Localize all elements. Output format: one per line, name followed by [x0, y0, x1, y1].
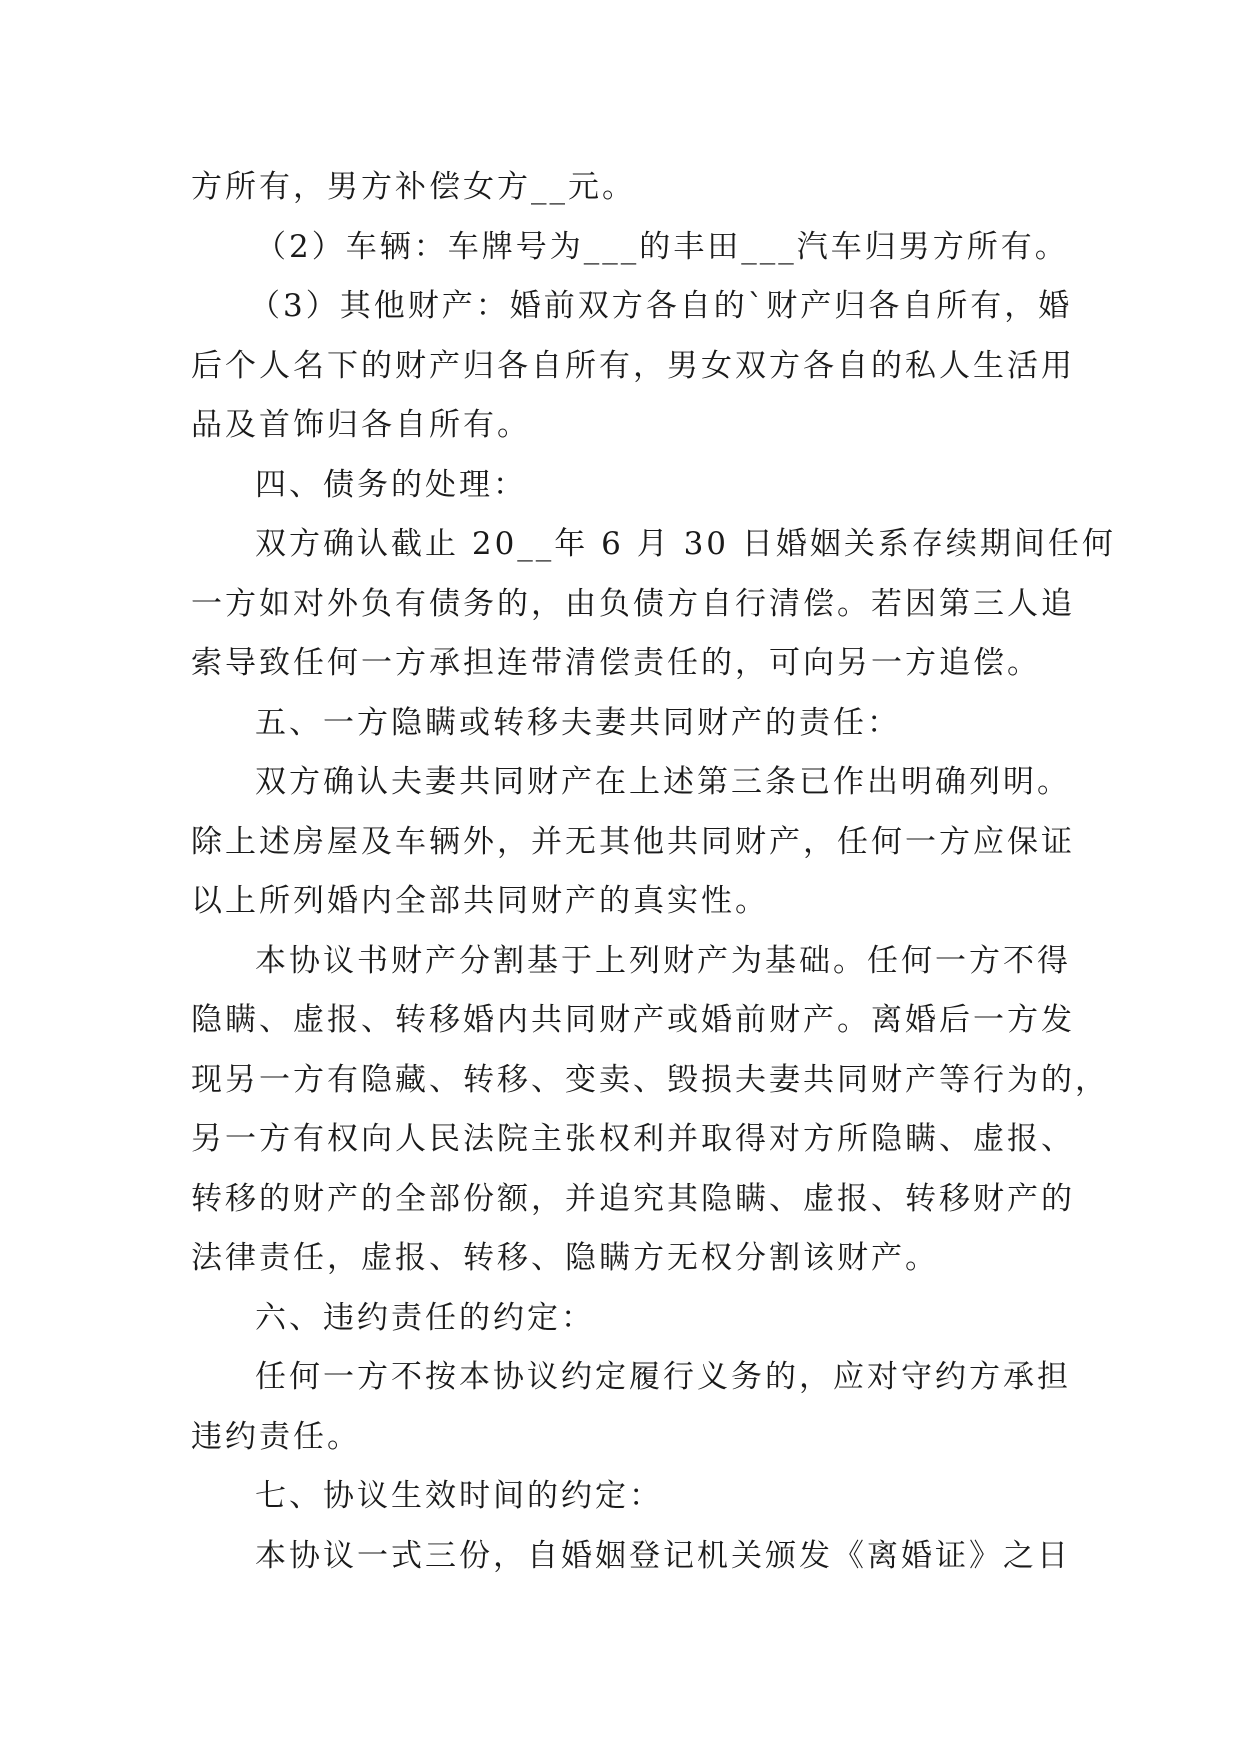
body-line: 现另一方有隐藏、转移、变卖、毁损夫妻共同财产等行为的， [191, 1061, 1109, 1098]
paragraph-start: 双方确认夫妻共同财产在上述第三条已作出明确列明。 [255, 764, 1071, 800]
body-line: 另一方有权向人民法院主张权利并取得对方所隐瞒、虚报、 [191, 1121, 1075, 1157]
body-line: 除上述房屋及车辆外，并无其他共同财产，任何一方应保证 [191, 823, 1075, 860]
paragraph-start: 本协议书财产分割基于上列财产为基础。任何一方不得 [255, 942, 1071, 979]
body-line: 后个人名下的财产归各自所有，男女双方各自的私人生活用 [191, 347, 1075, 384]
body-line: 违约责任。 [191, 1418, 361, 1455]
body-line: 隐瞒、虚报、转移婚内共同财产或婚前财产。离婚后一方发 [191, 1002, 1075, 1038]
body-line: 索导致任何一方承担连带清偿责任的，可向另一方追偿。 [191, 645, 1041, 681]
body-line: 一方如对外负有债务的，由负债方自行清偿。若因第三人追 [191, 585, 1075, 622]
paragraph-start: 双方确认截止 20__年 6 月 30 日婚姻关系存续期间任何 [255, 526, 1116, 562]
paragraph-start: 本协议一式三份，自婚姻登记机关颁发《离婚证》之日 [255, 1537, 1071, 1574]
body-line: 法律责任，虚报、转移、隐瞒方无权分割该财产。 [191, 1240, 939, 1276]
section-heading-effective-date: 七、协议生效时间的约定： [255, 1478, 663, 1514]
list-item-vehicle: （2）车辆：车牌号为___的丰田___汽车归男方所有。 [255, 228, 1069, 265]
section-heading-debt: 四、债务的处理： [255, 466, 527, 503]
body-line: 以上所列婚内全部共同财产的真实性。 [191, 883, 769, 919]
section-heading-breach: 六、违约责任的约定： [255, 1299, 595, 1336]
body-line: 转移的财产的全部份额，并追究其隐瞒、虚报、转移财产的 [191, 1180, 1075, 1217]
section-heading-concealment: 五、一方隐瞒或转移夫妻共同财产的责任： [255, 704, 901, 741]
body-line: 方所有，男方补偿女方__元。 [191, 169, 636, 205]
paragraph-start: 任何一方不按本协议约定履行义务的，应对守约方承担 [255, 1359, 1071, 1395]
body-line: 品及首饰归各自所有。 [191, 407, 531, 443]
document-body [191, 158, 1116, 1586]
list-item-other-property: （3）其他财产：婚前双方各自的`财产归各自所有，婚 [249, 288, 1073, 324]
